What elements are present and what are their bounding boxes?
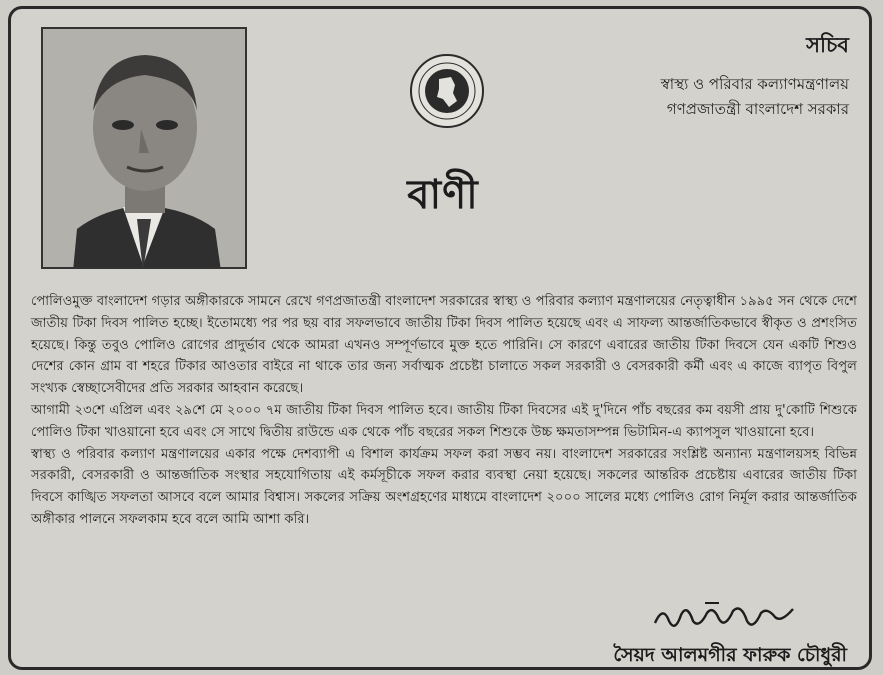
paragraph-2: আগামী ২৩শে এপ্রিল এবং ২৯শে মে ২০০০ ৭ম জাতীয় টিকা দিবস পালিত হবে। জাতীয় টিকা দিবসের এই দু'দিনে পাঁচ বছরের কম বয়সী প্রায় দু'কোটি শিশুকে পোলিও টিকা খাওয়ানো হবে এবং সে সাথে দ্বিতীয় রাউন্ডে এক থেকে পাঁচ বছরের সকল শিশুকে উচ্চ ক্ষমতাসম্পন্ন ভিটামিন-এ ক্যাপসুল খাওয়ানো হবে।: [31, 402, 857, 440]
designation-title: সচিব: [806, 33, 849, 57]
message-frame: [8, 6, 872, 670]
portrait-photo: [41, 27, 247, 269]
seal-emblem: [409, 53, 485, 129]
signatory-name: সৈয়দ আলমগীর ফারুক চৌধুরী: [613, 644, 847, 666]
signature-graphic: [649, 599, 799, 635]
message-body: [31, 291, 857, 531]
paragraph-1: পোলিওমুক্ত বাংলাদেশ গড়ার অঙ্গীকারকে সামনে রেখে গণপ্রজাতন্ত্রী বাংলাদেশ সরকারের স্বাস্থ্য ও পরিবার কল্যাণ মন্ত্রণালয়ের নেতৃত্বাধীন ১৯৯৫ সন থেকে দেশে জাতীয় টিকা দিবস পালিত হচ্ছে। ইতোমধ্যে পর পর ছয় বার সফলভাবে জাতীয় টিকা দিবস পালিত হয়েছে এবং এ সাফল্য আন্তর্জাতিকভাবে স্বীকৃত ও প্রশংসিত হয়েছে। কিন্তু তবুও পোলিও রোগের প্রাদুর্ভাব থেকে আমরা এখনও সম্পূর্ণভাবে মুক্ত হতে পারিনি। সে কারণে এবারের জাতীয় টিকা দিবসে যেন একটি শিশুও দেশের কোন গ্রাম বা শহরে টিকার আওতার বাইরে না থাকে তার জন্য সর্বাত্মক প্রচেষ্টা চালাতে সকল সরকারী ও বেসরকারী কর্মী এবং এ কাজে ব্যাপৃত বিপুল সংখ্যক স্বেচ্ছাসেবীদের প্রতি সরকার আহবান করেছে।: [31, 294, 857, 397]
handwritten-signature: [649, 599, 799, 635]
government-name: গণপ্রজাতন্ত্রী বাংলাদেশ সরকার: [666, 100, 849, 118]
designation-block: [661, 29, 849, 122]
portrait-illustration: [43, 29, 247, 269]
paragraph-3: স্বাস্থ্য ও পরিবার কল্যাণ মন্ত্রণালয়ের একার পক্ষে দেশব্যাপী এ বিশাল কার্যক্রম সফল করা সম্ভব নয়। বাংলাদেশ সরকারের সংশ্লিষ্ট অন্যান্য মন্ত্রণালয়সহ বিভিন্ন সরকারী, বেসরকারী ও আন্তর্জাতিক সংস্থার সহযোগিতায় এই কর্মসূচীকে সফল করার ব্যবস্থা নেয়া হয়েছে। সকলের আন্তরিক প্রচেষ্টায় এবারের জাতীয় টিকা দিবসে কাঙ্খিত সফলতা আসবে বলে আমার বিশ্বাস। সকলের সক্রিয় অংশগ্রহণের মাধ্যমে বাংলাদেশ ২০০০ সালের মধ্যে পোলিও রোগ নির্মূল করার আন্তর্জাতিক অঙ্গীকার পালনে সফলকাম হবে বলে আমি আশা করি।: [31, 446, 857, 527]
message-title: বাণী: [407, 172, 479, 218]
ministry-name: স্বাস্থ্য ও পরিবার কল্যাণমন্ত্রণালয়: [660, 75, 849, 93]
government-seal: [409, 53, 485, 129]
